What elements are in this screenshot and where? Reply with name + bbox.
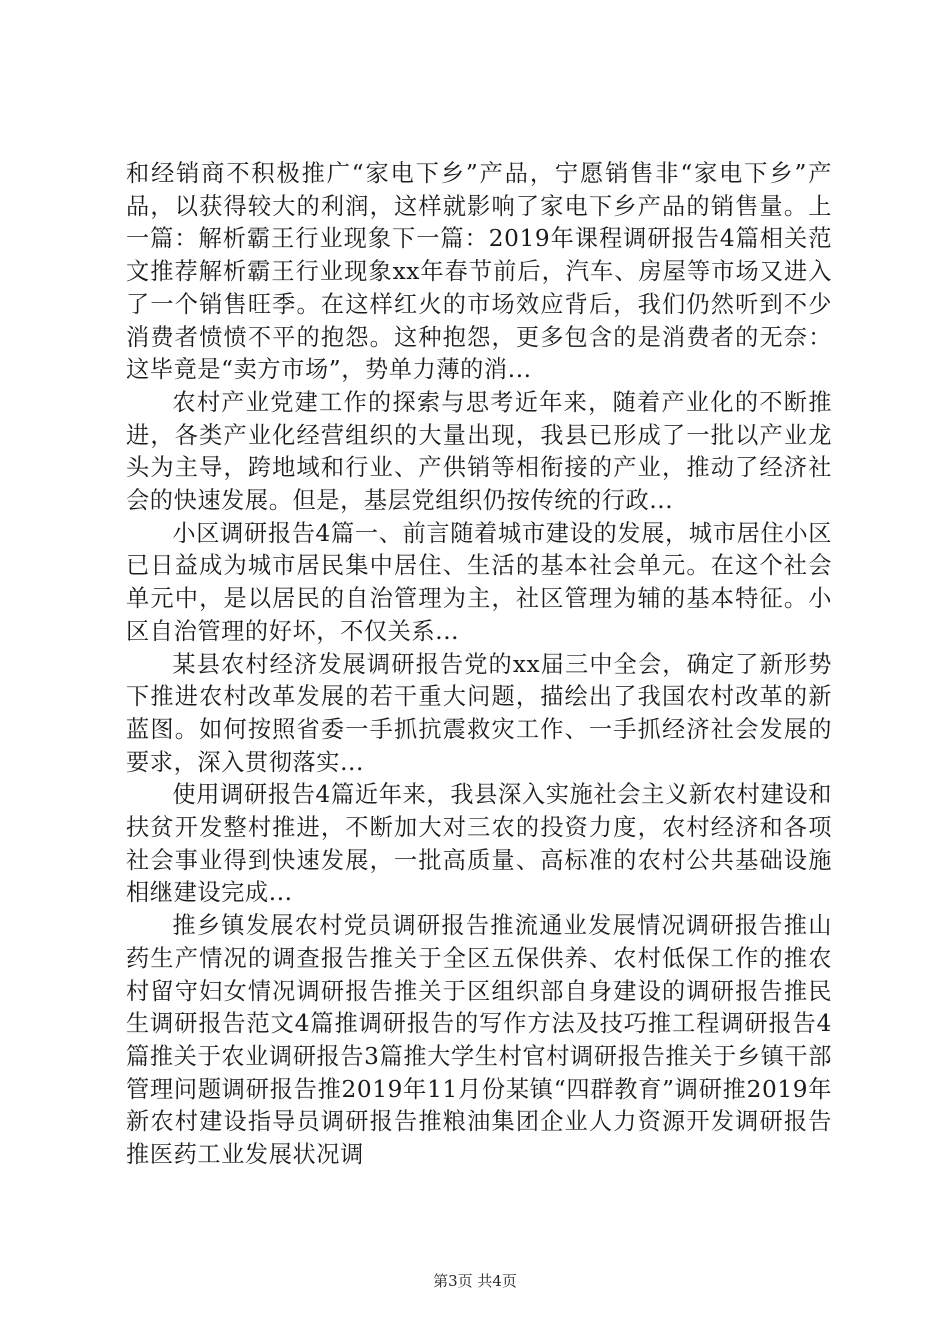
paragraph-residential-community: 小区调研报告4篇一、前言随着城市建设的发展，城市居住小区已日益成为城市居民集中居住、生活的基本社会单元。在这个社会单元中，是以居民的自治管理为主，社区管理为辅的基本特征。小区自治管理的好坏，不仅关系... xyxy=(126,519,832,645)
paragraph-rural-party-building: 农村产业党建工作的探索与思考近年来，随着产业化的不断推进，各类产业化经营组织的大量出现，我县已形成了一批以产业龙头为主导，跨地域和行业、产供销等相衔接的产业，推动了经济社会的快速发展。但是，基层党组织仍按传统的行政... xyxy=(126,388,832,515)
paragraph-research-report-usage: 使用调研报告4篇近年来，我县深入实施社会主义新农村建设和扶贫开发整村推进，不断加大对三农的投资力度，农村经济和各项社会事业得到快速发展，一批高质量、高标准的农村公共基础设施相继建设完成... xyxy=(126,781,832,907)
paragraph-continuation: 和经销商不积极推广“家电下乡”产品，宁愿销售非“家电下乡”产品，以获得较大的利润，这样就影响了家电下乡产品的销售量。上一篇：解析霸王行业现象下一篇：2019年课程调研报告4篇相关范文推荐解析霸王行业现象xx年春节前后，汽车、房屋等市场又进入了一个销售旺季。在这样红火的市场效应背后，我们仍然听到不少消费者愤愤不平的抱怨。这种抱怨，更多包含的是消费者的无奈：这毕竟是“卖方市场”，势单力薄的消... xyxy=(126,160,832,384)
page-footer: 第3页 共4页 xyxy=(433,1272,517,1290)
paragraph-county-rural-economy: 某县农村经济发展调研报告党的xx届三中全会，确定了新形势下推进农村改革发展的若干重大问题，描绘出了我国农村改革的新蓝图。如何按照省委一手抓抗震救灾工作、一手抓经济社会发展的要求，深入贯彻落实... xyxy=(126,650,832,776)
document-body xyxy=(126,158,832,1172)
paragraph-recommended-list: 推乡镇发展农村党员调研报告推流通业发展情况调研报告推山药生产情况的调查报告推关于全区五保供养、农村低保工作的推农村留守妇女情况调研报告推关于区组织部自身建设的调研报告推民生调研报告范文4篇推调研报告的写作方法及技巧推工程调研报告4篇推关于农业调研报告3篇推大学生村官村调研报告推关于乡镇干部管理问题调研报告推2019年11月份某镇“四群教育”调研推2019年新农村建设指导员调研报告推粮油集团企业人力资源开发调研报告推医药工业发展状况调 xyxy=(126,912,832,1169)
